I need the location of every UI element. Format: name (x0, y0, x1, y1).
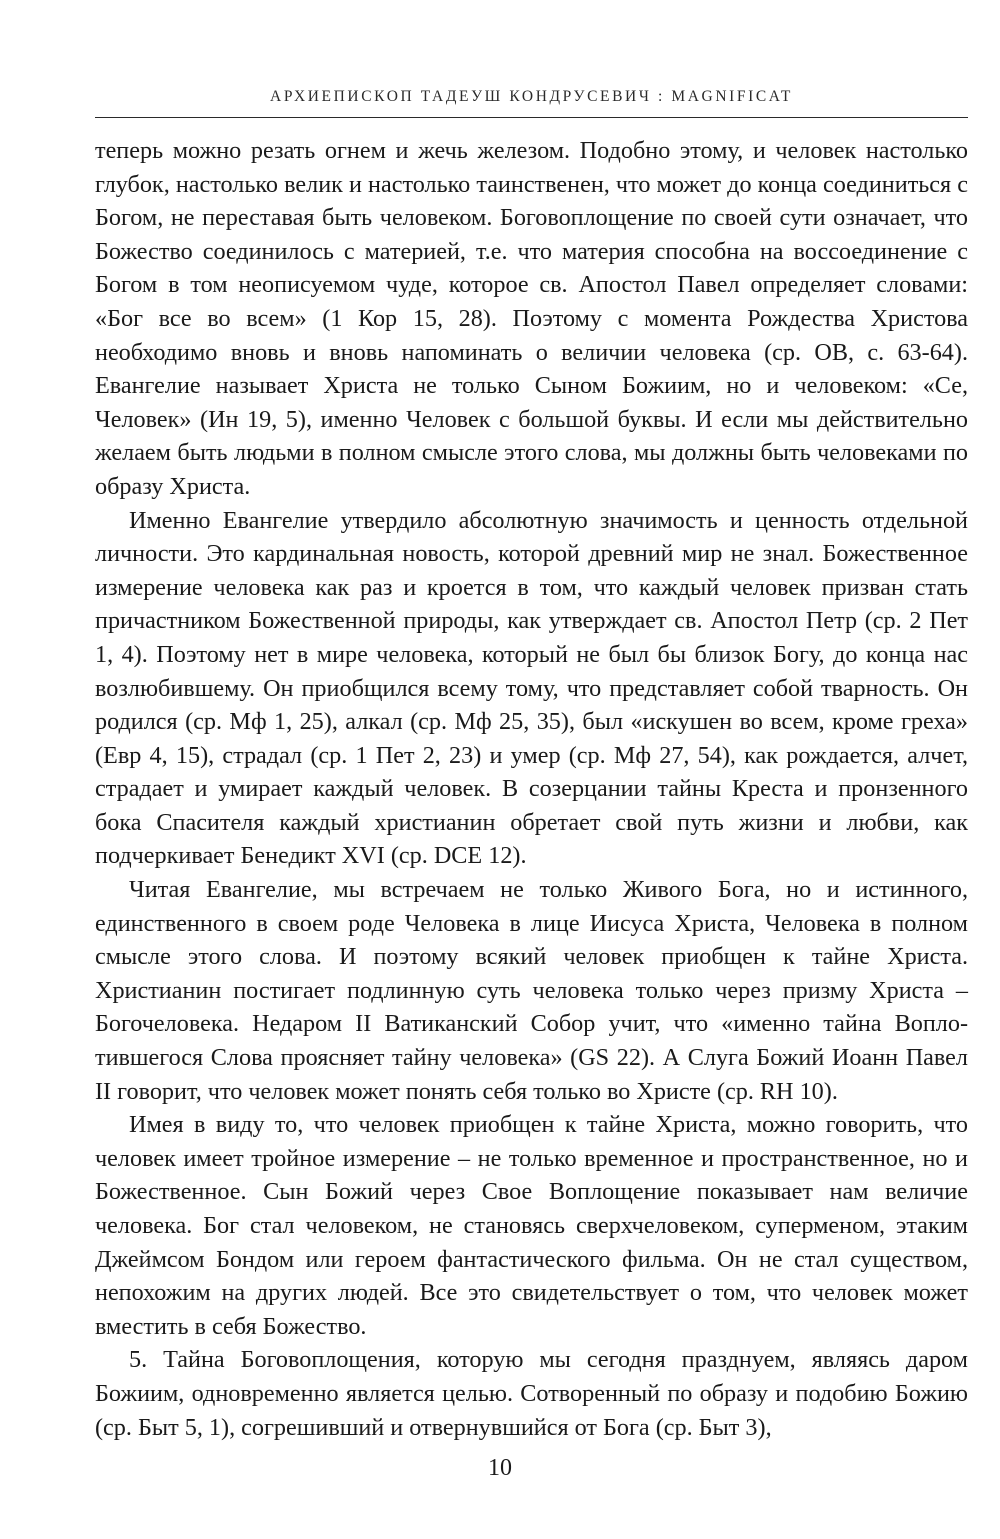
header-rule (95, 117, 968, 118)
paragraph-continuation: теперь можно резать огнем и жечь железом. Подобно этому, и человек настолько глубок, настолько велик и настолько таинственен, что может до конца соединиться с Богом, не переставая быть человеком. Боговоплощение по своей сути означает, что Божество соединилось с материей, т.е. что материя способна на воссоединение с Богом в том неописуемом чуде, которое св. Апостол Павел определяет словами: «Бог все во всем» (1 Кор 15, 28). Поэтому с момента Рождества Христова необходимо вновь и вновь напоминать о величии человека (ср. ОВ, с. 63-64). Евангелие называет Христа не только Сыном Божиим, но и человеком: «Се, Человек» (Ин 19, 5), именно Человек с большой буквы. И если мы действительно желаем быть людьми в полном смысле этого слова, мы должны быть человеками по образу Христа. (95, 137, 968, 500)
running-header: АРХИЕПИСКОП ТАДЕУШ КОНДРУСЕВИЧ : MAGNIFICAT (270, 88, 793, 105)
page-number: 10 (488, 1455, 512, 1481)
body-text (95, 134, 968, 1444)
paragraph-5: 5. Тайна Боговоплощения, которую мы сегодня празднуем, являясь даром Божиим, одновременно является целью. Сотворенный по образу и подобию Божию (ср. Быт 5, 1), согрешивший и отвернувшийся от Бога (ср. Быт 3), (95, 1346, 968, 1441)
paragraph-4: Имея в виду то, что человек приобщен к тайне Христа, можно говорить, что человек имеет тройное измерение – не только временное и пространственное, но и Божественное. Сын Божий через Свое Воплощение показывает нам величие человека. Бог стал человеком, не становясь сверхчеловеком, суперменом, этаким Джеймсом Бондом или героем фантастического фильма. Он не стал существом, непохожим на других людей. Все это свидетельствует о том, что человек может вместить в себя Божество. (95, 1111, 968, 1340)
paragraph-3: Читая Евангелие, мы встречаем не только Живого Бога, но и истинного, единственного в своем роде Человека в лице Иисуса Христа, Человека в полном смысле этого слова. И поэтому всякий человек приобщен к тайне Христа. Христианин постигает подлинную суть человека только через призму Христа – Богочеловека. Недаром II Ватиканский Собор учит, что «именно тайна Воплотившегося Слова проясняет тайну человека» (GS 22). А Слуга Божий Иоанн Павел II говорит, что человек может понять себя только во Христе (ср. RH 10). (95, 876, 968, 1105)
paragraph-2: Именно Евангелие утвердило абсолютную значимость и ценность отдельной личности. Это кардинальная новость, которой древний мир не знал. Божественное измерение человека как раз и кроется в том, что каждый человек призван стать причастником Божественной природы, как утверждает св. Апостол Петр (ср. 2 Пет 1, 4). Поэтому нет в мире человека, который не был бы близок Богу, до конца нас возлюбившему. Он приобщился всему тому, что представляет собой тварность. Он родился (ср. Мф 1, 25), алкал (ср. Мф 25, 35), был «искушен во всем, кроме греха» (Евр 4, 15), страдал (ср. 1 Пет 2, 23) и умер (ср. Мф 27, 54), как рождается, алчет, страдает и умирает каждый человек. В созерцании тайны Креста и пронзенного бока Спасителя каждый христианин обретает свой путь жизни и любви, как подчеркивает Бенедикт XVI (ср. DCE 12). (95, 506, 968, 870)
